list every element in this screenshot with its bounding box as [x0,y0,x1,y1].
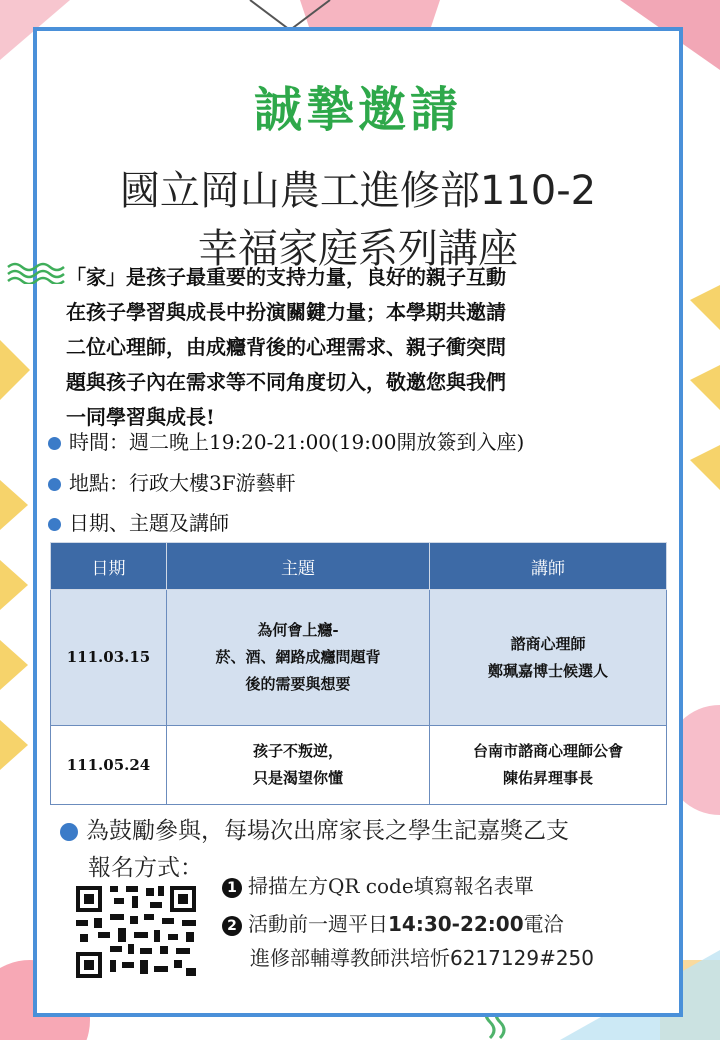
speaker-line: 諮商心理師 [510,634,586,653]
row-speaker [430,726,667,805]
title-school: 國立岡山農工進修部110-2 [119,168,597,214]
bullet-icon [48,437,61,450]
row-topic [167,726,430,805]
signup-step-2 [222,908,564,937]
encourage-note [60,812,569,845]
info-place [48,467,296,496]
header-topic: 主題 [167,543,430,590]
intro-line: 「家」是孩子最重要的支持力量，良好的親子互動 [66,265,506,289]
topic-line: 菸、酒、網路成癮問題背 [215,648,381,666]
qr-code-icon[interactable] [70,882,202,982]
header-date: 日期 [51,543,167,590]
encourage-text: 為鼓勵參與，每場次出席家長之學生記嘉獎乙支 [86,818,569,844]
bullet-icon [48,518,61,531]
info-time [48,426,524,455]
row-date: 111.05.24 [51,726,167,805]
step2-hours: 14:30-22:00 [388,912,524,936]
info-schedule-label [48,507,229,536]
time-text: 時間：週二晚上19:20-21:00(19:00開放簽到入座) [69,430,525,454]
number-2-icon: 2 [222,916,242,936]
row-date: 111.03.15 [51,590,167,726]
step2-text-b: 電洽 [523,912,564,936]
signup-step-2-contact [250,942,594,971]
row-speaker [430,590,667,726]
speaker-line: 陳佑昇理事長 [502,769,593,787]
wave-icon [6,262,66,284]
schedule-label-text: 日期、主題及講師 [69,511,229,535]
intro-line: 在孩子學習與成長中扮演關鍵力量；本學期共邀請 [66,300,506,324]
step1-text: 掃描左方QR code填寫報名表單 [248,874,534,898]
bullet-icon [60,823,78,841]
speaker-line: 台南市諮商心理師公會 [472,742,623,760]
signup-label: 報名方式： [88,855,203,881]
intro-line: 二位心理師，由成癮背後的心理需求、親子衝突問 [66,335,506,359]
number-1-icon: 1 [222,878,242,898]
intro-line: 一同學習與成長! [66,405,215,429]
headline-invitation: 誠摯邀請 [253,82,462,138]
table-row [51,726,667,805]
contact-phone: 6217129#250 [450,946,595,970]
topic-line: 為何會上癮- [257,621,339,639]
speaker-line: 鄭珮嘉博士候選人 [487,661,608,680]
topic-line: 孩子不叛逆， [252,742,343,760]
bullet-icon [48,478,61,491]
title-series: 幸福家庭系列講座 [198,226,518,272]
row-topic [167,590,430,726]
table-header-row [51,543,667,590]
step2-text: 活動前一週平日 [248,912,388,936]
contact-text: 進修部輔導教師洪培忻 [250,946,450,970]
schedule-table [50,542,667,805]
intro-line: 題與孩子內在需求等不同角度切入，敬邀您與我們 [66,370,506,394]
topic-line: 只是渴望你懂 [252,769,343,787]
topic-line: 後的需要與想要 [245,675,351,693]
header-speaker: 講師 [430,543,667,590]
table-row [51,590,667,726]
place-text: 地點：行政大樓3F游藝軒 [69,471,296,495]
intro-paragraph [66,260,656,435]
signup-step-1 [222,870,534,899]
